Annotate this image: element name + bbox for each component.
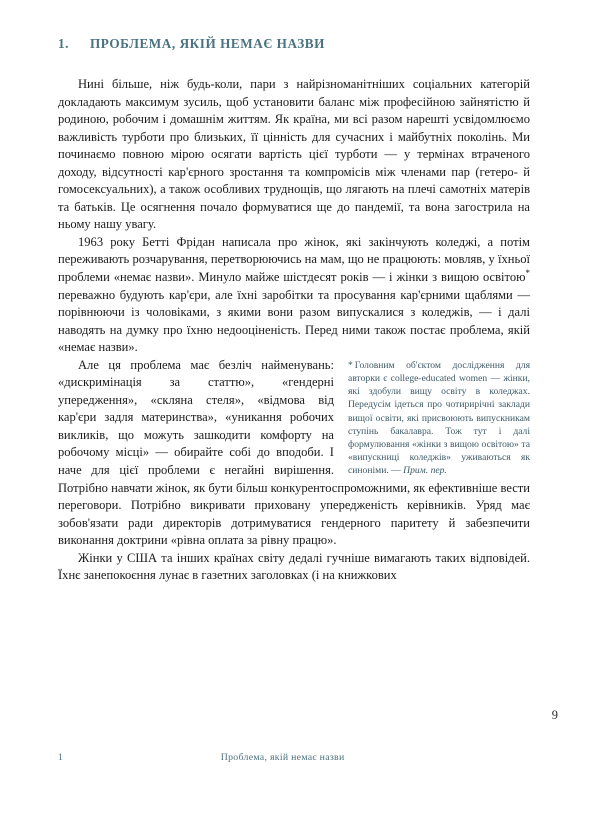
footnote-container — [348, 359, 530, 478]
paragraph-1: Нині більше, ніж будь-коли, пари з найрізноманітніших соціальних категорій докладають максимум зусиль, щоб установити баланс між професійною зайнятістю й родиною, робочим і домашнім життям. Як країна, ми всі разом нарешті усвідомлюємо важливість турботи про близьких, її цінність для сучасних і майбутніх поколінь. Ми починаємо повною мірою осягати вартість цієї турботи — у термінах втраченого доходу, відсутності кар'єрного зростання та компромісів між членами пар (гетеро- й гомосексуальних), а також особливих труднощів, що лягають на плечі самотніх матерів та батьків. Це осягнення почало формуватися ще до пандемії, та вона загострила на ньому нашу увагу. — [58, 77, 530, 232]
paragraph-2-text-after-footnote: переважно будують кар'єри, але їхні заробітки та просування кар'єрними щаблями — порівнюючи із чоловіками, з якими вони разом випускалися з коледжів, — і далі наводять на думку про їхню недооціненість. Перед ними також постає проблема, якій «немає назви». — [58, 287, 530, 355]
footnote-reference-marker[interactable]: * — [525, 267, 530, 278]
running-footer-chapter-number: 1 — [58, 752, 64, 763]
paragraph-3: Але ця проблема має безліч найменувань: «дискримінація за статтю», «гендерні упередження», «скляна стеля», «відмова від кар'єри задля материнства», «уникання робочих викликів, що можуть зашкодити комфорту на робочому місці» — обирайте собі до вподоби. І наче для цієї проблеми є негайні вирішення. Потрібно навчати жінок, як бути більш конкурентоспроможними, як ефективніше вести переговори. Потрібно викривати приховану упередженість керівників. Уряд має зобов'язати ради директорів дотримуватися гендерного паритету й забезпечити виконання доктрини «рівна оплата за рівну працю». — [58, 357, 530, 548]
running-footer-chapter-title: Проблема, якій немає назви — [220, 752, 345, 763]
paragraph-2-text-before-footnote: 1963 року Бетті Фрідан написала про жінок, які закінчують коледжі, а потім переживають розчарування, перетворюючись на мам, що не працюють: мовляв, у їхньої проблеми «немає назви». Минуло майже шістдесят років — і жінки з вищою освітою — [58, 234, 530, 285]
wrapped-text-zone — [58, 357, 530, 585]
page-number: 9 — [551, 708, 558, 722]
chapter-number: 1. — [58, 36, 69, 51]
running-footer — [58, 752, 542, 763]
chapter-title: ПРОБЛЕМА, ЯКІЙ НЕМАЄ НАЗВИ — [90, 36, 325, 51]
body-text-column — [58, 76, 530, 585]
footnote-source: Прим. пер. — [403, 465, 447, 477]
footnote-text: Головним об'єктом дослідження для авторки є college-educated women — жінки, які здобули вищу освіту в коледжах. Передусім ідеться про чотирирічні заклади вищої освіти, які присвоюють випускникам ступінь бакалавра. Тож тут і далі формулювання «жінки з вищою освітою» та «випускниці коледжів» уживаються як синоніми. — — [348, 359, 530, 477]
footnote-marker: * — [348, 359, 353, 371]
paragraph-4: Жінки у США та інших країнах світу дедалі гучніше вимагають таких відповідей. Їхнє занепокоєння лунає в газетних заголовках (і на книжкових — [58, 550, 530, 583]
paragraph-2 — [58, 234, 530, 357]
footnote — [348, 359, 530, 478]
chapter-heading — [58, 36, 528, 52]
